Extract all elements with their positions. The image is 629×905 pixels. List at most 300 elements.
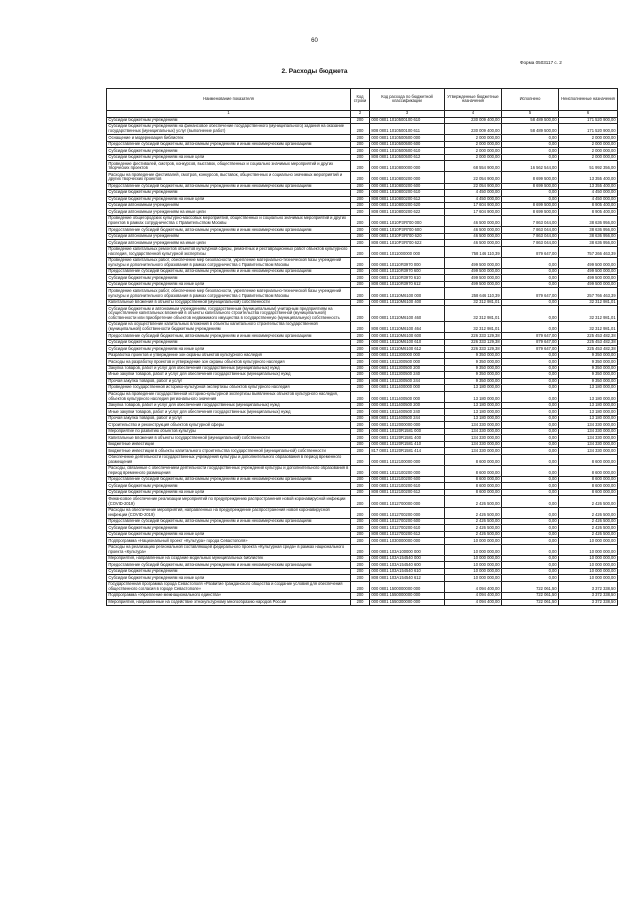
- indicator-name: Бюджетные инвестиции: [107, 441, 351, 447]
- budget-code: 808 0801 1010500500 612: [370, 154, 445, 160]
- executed-amount: 0,00: [502, 372, 559, 378]
- budget-code: 000 0801 1010500500 610: [370, 148, 445, 154]
- indicator-name: Проведение капитальных работ, обеспечение мер безопасности, укрепление материально-технической базы учреждений культуры и дополнительного образования в рамках сотрудничества с Правительством Москвы: [107, 288, 351, 299]
- executed-amount: 0,00: [502, 562, 559, 568]
- budget-code: 000 0801 1010Р3Я700 000: [370, 215, 445, 226]
- indicator-name: Предоставление субсидий бюджетным, автономным учреждениям и иным некоммерческим организациям: [107, 227, 351, 233]
- budget-code: 000 0801 1550000000 000: [370, 593, 445, 599]
- line-code: 200: [351, 422, 370, 428]
- indicator-name: Предоставление субсидий бюджетным, автономным учреждениям и иным некоммерческим организациям: [107, 183, 351, 189]
- executed-amount: 0,00: [502, 476, 559, 482]
- indicator-name: Государственная программа города Севастополя «Развитие гражданского общества и создание условий для обеспечения общественного согласия в городе Севастополе»: [107, 581, 351, 592]
- budget-code: 000 0801 1011300500 000: [370, 359, 445, 365]
- budget-code: 000 0801 1010800200 000: [370, 172, 445, 183]
- indicator-name: Субсидии бюджетным учреждениям: [107, 148, 351, 154]
- unexecuted-amount: 134 330 000,00: [559, 441, 618, 447]
- unexecuted-amount: 2 426 500,00: [559, 496, 618, 507]
- column-number: 4: [445, 110, 502, 117]
- indicator-name: Субсидии бюджетным учреждениям: [107, 525, 351, 531]
- executed-amount: 0,00: [502, 359, 559, 365]
- approved-amount: 32 312 981,01: [445, 299, 502, 305]
- line-code: 200: [351, 240, 370, 246]
- indicator-name: Субсидии автономным учреждениям на иные цели: [107, 240, 351, 246]
- budget-code: 000 0801 103А154540 610: [370, 568, 445, 574]
- budget-code: 000 0801 1012700200 610: [370, 525, 445, 531]
- indicator-name: Расходы на проведение фестивалей, смотров, конкурсов, выставок, общественных и социально значимых мероприятий и других творческих проектов: [107, 172, 351, 183]
- column-number: 5: [502, 110, 559, 117]
- line-code: 200: [351, 483, 370, 489]
- approved-amount: 8 600 000,00: [445, 465, 502, 476]
- line-code: 200: [351, 428, 370, 434]
- budget-code: 808 0801 1011400500 244: [370, 415, 445, 421]
- indicator-name: Субсидии бюджетным учреждениям на иные цели: [107, 531, 351, 537]
- approved-amount: 499 500 000,00: [445, 281, 502, 287]
- indicator-name: Субсидии на осуществление капитальных вложений в объекты капитального строительства государственной (муниципальной) собственности бюджетным учреждениям: [107, 322, 351, 333]
- executed-amount: 0,00: [502, 391, 559, 402]
- unexecuted-amount: 134 330 000,00: [559, 448, 618, 454]
- executed-amount: 0,00: [502, 402, 559, 408]
- line-code: 200: [351, 275, 370, 281]
- unexecuted-amount: 9 350 000,00: [559, 365, 618, 371]
- unexecuted-amount: 9 350 000,00: [559, 359, 618, 365]
- table-row: [107, 240, 618, 246]
- indicator-name: Подпрограмма «Национальный проект «Культура» города Севастополя»: [107, 538, 351, 544]
- indicator-name: Субсидии бюджетным учреждениям на иные цели: [107, 346, 351, 352]
- approved-amount: 2 000 000,00: [445, 135, 502, 141]
- header-line-code: Код строки: [351, 89, 370, 111]
- unexecuted-amount: 10 000 000,00: [559, 538, 618, 544]
- table-row: [107, 593, 618, 599]
- budget-code: 000 0801 1012100200 600: [370, 476, 445, 482]
- executed-amount: 0,00: [502, 465, 559, 476]
- indicator-name: Расходы, связанные с обеспечением деятельности государственных учреждений культуры и дополнительного образования в период временного размещения: [107, 465, 351, 476]
- budget-code: 000 0801 1011400500 200: [370, 402, 445, 408]
- budget-code: 808 0801 1010800200 622: [370, 209, 445, 215]
- indicator-name: Предоставление субсидий бюджетным, автономным учреждениям и иным некоммерческим организациям: [107, 141, 351, 147]
- executed-amount: 7 863 044,00: [502, 227, 559, 233]
- budget-code: 000 0801 103А154540 000: [370, 555, 445, 561]
- indicator-name: Расходы на реализацию региональной составляющей федерального проекта «Культурная среда» в рамках национального проекта «Культура»: [107, 544, 351, 555]
- executed-amount: 0,00: [502, 299, 559, 305]
- unexecuted-amount: 8 905 400,00: [559, 209, 618, 215]
- executed-amount: 0,00: [502, 441, 559, 447]
- line-code: 200: [351, 465, 370, 476]
- executed-amount: 8 699 500,00: [502, 203, 559, 209]
- approved-amount: 230 009 400,00: [445, 124, 502, 135]
- line-code: 200: [351, 378, 370, 384]
- table-row: [107, 391, 618, 402]
- executed-amount: 16 562 544,00: [502, 161, 559, 172]
- table-row: [107, 257, 618, 268]
- budget-code: 808 0801 1010800200 612: [370, 196, 445, 202]
- approved-amount: 499 500 000,00: [445, 275, 502, 281]
- executed-amount: 879 647,00: [502, 346, 559, 352]
- indicator-name: Предоставление субсидий бюджетным, автономным учреждениям и иным некоммерческим организациям: [107, 268, 351, 274]
- indicator-name: Капитальные вложения в объекты государственной (муниципальной) собственности: [107, 299, 351, 305]
- approved-amount: 9 350 000,00: [445, 365, 502, 371]
- line-code: 200: [351, 346, 370, 352]
- approved-amount: 4 094 400,00: [445, 599, 502, 605]
- executed-amount: 0,00: [502, 257, 559, 268]
- indicator-name: Субсидии бюджетным учреждениям на иные цели: [107, 154, 351, 160]
- table-row: [107, 227, 618, 233]
- unexecuted-amount: 2 000 000,00: [559, 135, 618, 141]
- unexecuted-amount: 13 180 000,00: [559, 409, 618, 415]
- executed-amount: 0,00: [502, 141, 559, 147]
- indicator-name: Бюджетные инвестиции в объекты капитального строительства государственной (муниципальной) собственности: [107, 448, 351, 454]
- executed-amount: 0,00: [502, 275, 559, 281]
- line-code: 200: [351, 538, 370, 544]
- approved-amount: 9 350 000,00: [445, 352, 502, 358]
- approved-amount: 258 646 110,39: [445, 288, 502, 299]
- unexecuted-amount: 2 426 500,00: [559, 507, 618, 518]
- approved-amount: 8 600 000,00: [445, 489, 502, 495]
- budget-code: 000 0801 1012700200 600: [370, 518, 445, 524]
- unexecuted-amount: 10 000 000,00: [559, 544, 618, 555]
- budget-code: 000 0801 1012100000 000: [370, 454, 445, 465]
- unexecuted-amount: 13 180 000,00: [559, 391, 618, 402]
- line-code: 200: [351, 359, 370, 365]
- unexecuted-amount: 10 000 000,00: [559, 568, 618, 574]
- approved-amount: 32 312 981,01: [445, 306, 502, 322]
- budget-code: 808 0801 10110М6100 464: [370, 322, 445, 333]
- header-budget-code: Код расхода по бюджетной классификации: [370, 89, 445, 111]
- column-number: 6: [559, 110, 618, 117]
- unexecuted-amount: 4 450 000,00: [559, 190, 618, 196]
- line-code: 200: [351, 496, 370, 507]
- budget-code: 000 0801 1550300000 000: [370, 599, 445, 605]
- line-code: 200: [351, 246, 370, 257]
- unexecuted-amount: 2 426 500,00: [559, 525, 618, 531]
- line-code: 200: [351, 454, 370, 465]
- indicator-name: Иные закупки товаров, работ и услуг для обеспечения государственных (муниципальных) нужд: [107, 409, 351, 415]
- executed-amount: 0,00: [502, 415, 559, 421]
- unexecuted-amount: 13 355 400,00: [559, 172, 618, 183]
- indicator-name: Субсидии бюджетным и автономным учреждениям, государственным (муниципальным) унитарным предприятиям на осуществление капитальных вложений в объекты капитального строительства государственной (муниципальной) собственности или приобретение объектов недвижимого имущества в государственную (муниципальную) собственность: [107, 306, 351, 322]
- approved-amount: 68 554 900,00: [445, 161, 502, 172]
- unexecuted-amount: 13 180 000,00: [559, 385, 618, 391]
- budget-code: 000 0801 10110М6100 460: [370, 306, 445, 322]
- line-code: 200: [351, 124, 370, 135]
- indicator-name: Субсидии бюджетным учреждениям: [107, 339, 351, 345]
- line-code: 200: [351, 161, 370, 172]
- indicator-name: Субсидии бюджетным учреждениям на иные цели: [107, 196, 351, 202]
- unexecuted-amount: 9 350 000,00: [559, 378, 618, 384]
- budget-code: 000 0801 1012100200 000: [370, 465, 445, 476]
- approved-amount: 10 000 000,00: [445, 544, 502, 555]
- executed-amount: 879 647,00: [502, 288, 559, 299]
- indicator-name: Предоставление субсидий бюджетным, автономным учреждениям и иным некоммерческим организациям: [107, 518, 351, 524]
- executed-amount: 0,00: [502, 196, 559, 202]
- approved-amount: 2 000 000,00: [445, 148, 502, 154]
- executed-amount: 0,00: [502, 496, 559, 507]
- executed-amount: 8 699 500,00: [502, 183, 559, 189]
- executed-amount: 0,00: [502, 190, 559, 196]
- executed-amount: 0,00: [502, 483, 559, 489]
- indicator-name: Капитальные вложения в объекты государственной (муниципальной) собственности: [107, 435, 351, 441]
- executed-amount: 0,00: [502, 538, 559, 544]
- line-code: 200: [351, 544, 370, 555]
- line-code: 200: [351, 581, 370, 592]
- line-code: 200: [351, 333, 370, 339]
- indicator-name: Финансовое обеспечение реализации мероприятий по предупреждению распространения новой коронавирусной инфекции (COVID-2019): [107, 496, 351, 507]
- line-code: 200: [351, 196, 370, 202]
- unexecuted-amount: 2 000 000,00: [559, 148, 618, 154]
- table-row: [107, 322, 618, 333]
- line-code: 200: [351, 593, 370, 599]
- line-code: 200: [351, 599, 370, 605]
- budget-code: 000 0801 1011300500 200: [370, 365, 445, 371]
- budget-code: 000 0801 1012100200 610: [370, 483, 445, 489]
- executed-amount: 0,00: [502, 568, 559, 574]
- executed-amount: 7 863 044,00: [502, 233, 559, 239]
- line-code: 200: [351, 299, 370, 305]
- budget-code: 000 0801 1011400500 000: [370, 391, 445, 402]
- line-code: 200: [351, 562, 370, 568]
- approved-amount: 134 330 000,00: [445, 422, 502, 428]
- table-row: [107, 544, 618, 555]
- table-row: [107, 346, 618, 352]
- executed-amount: 0,00: [502, 518, 559, 524]
- indicator-name: Субсидии автономным учреждениям на иные цели: [107, 209, 351, 215]
- approved-amount: 499 500 000,00: [445, 268, 502, 274]
- indicator-name: Предоставление субсидий бюджетным, автономным учреждениям и иным некоммерческим организациям: [107, 476, 351, 482]
- unexecuted-amount: 9 350 000,00: [559, 372, 618, 378]
- approved-amount: 226 333 129,38: [445, 333, 502, 339]
- approved-amount: 8 600 000,00: [445, 454, 502, 465]
- indicator-name: Субсидии автономным учреждениям: [107, 203, 351, 209]
- budget-code: 000 0801 1011300500 240: [370, 372, 445, 378]
- budget-code: 000 0801 10110Я3970 000: [370, 257, 445, 268]
- approved-amount: 13 180 000,00: [445, 415, 502, 421]
- line-code: 200: [351, 507, 370, 518]
- unexecuted-amount: 225 453 482,38: [559, 339, 618, 345]
- line-code: 200: [351, 448, 370, 454]
- executed-amount: 0,00: [502, 435, 559, 441]
- budget-code: 000 0801 10110Я3970 600: [370, 268, 445, 274]
- line-code: 200: [351, 372, 370, 378]
- header-approved: Утвержденные бюджетные назначения: [445, 89, 502, 111]
- budget-code: 000 0801 103А100000 000: [370, 544, 445, 555]
- line-code: 200: [351, 525, 370, 531]
- indicator-name: Проведение общегородских культурно-массовых мероприятий, общественных и социально значимых мероприятий и других проектов в рамках сотрудничества с Правительством Москвы: [107, 215, 351, 226]
- approved-amount: 17 604 900,00: [445, 203, 502, 209]
- approved-amount: 2 426 500,00: [445, 525, 502, 531]
- unexecuted-amount: 8 600 000,00: [559, 465, 618, 476]
- unexecuted-amount: 2 000 000,00: [559, 154, 618, 160]
- line-code: 200: [351, 190, 370, 196]
- approved-amount: 2 000 000,00: [445, 141, 502, 147]
- line-code: 200: [351, 209, 370, 215]
- executed-amount: 0,00: [502, 428, 559, 434]
- approved-amount: 10 000 000,00: [445, 538, 502, 544]
- table-row: [107, 288, 618, 299]
- approved-amount: 13 180 000,00: [445, 385, 502, 391]
- approved-amount: 2 426 500,00: [445, 496, 502, 507]
- budget-code: 000 0801 1500000000 000: [370, 581, 445, 592]
- unexecuted-amount: 13 180 000,00: [559, 415, 618, 421]
- unexecuted-amount: 499 500 000,00: [559, 281, 618, 287]
- column-number: 3: [370, 110, 445, 117]
- executed-amount: 722 061,50: [502, 581, 559, 592]
- unexecuted-amount: 8 600 000,00: [559, 454, 618, 465]
- unexecuted-amount: 13 180 000,00: [559, 402, 618, 408]
- unexecuted-amount: 9 350 000,00: [559, 352, 618, 358]
- executed-amount: 0,00: [502, 154, 559, 160]
- budget-code: 000 0801 103А154540 600: [370, 562, 445, 568]
- budget-code: 000 0801 1012000000 000: [370, 422, 445, 428]
- executed-amount: 0,00: [502, 148, 559, 154]
- approved-amount: 10 000 000,00: [445, 555, 502, 561]
- unexecuted-amount: 2 426 500,00: [559, 531, 618, 537]
- executed-amount: 0,00: [502, 544, 559, 555]
- header-unexecuted: Неисполненные назначения: [559, 89, 618, 111]
- table-row: [107, 161, 618, 172]
- budget-code: 000 0801 1011400500 240: [370, 409, 445, 415]
- budget-code: 000 0801 1011400000 000: [370, 385, 445, 391]
- approved-amount: 499 500 000,00: [445, 257, 502, 268]
- unexecuted-amount: 257 766 463,39: [559, 288, 618, 299]
- line-code: 200: [351, 352, 370, 358]
- budget-code: 000 0801 1012700200 000: [370, 507, 445, 518]
- indicator-name: Иные закупки товаров, работ и услуг для обеспечения государственных (муниципальных) нужд: [107, 372, 351, 378]
- executed-amount: 58 489 500,00: [502, 124, 559, 135]
- table-row: [107, 183, 618, 189]
- unexecuted-amount: 171 520 900,00: [559, 124, 618, 135]
- approved-amount: 8 600 000,00: [445, 483, 502, 489]
- executed-amount: 0,00: [502, 135, 559, 141]
- form-code: Форма 0503117 с. 2: [520, 60, 562, 65]
- table-body: [107, 117, 618, 605]
- budget-code: 000 0801 1010500500 000: [370, 135, 445, 141]
- budget-code: 808 0801 1010500100 611: [370, 124, 445, 135]
- unexecuted-amount: 8 905 400,00: [559, 203, 618, 209]
- indicator-name: Мероприятия, направленные на создание модельных муниципальных библиотек: [107, 555, 351, 561]
- executed-amount: 0,00: [502, 448, 559, 454]
- executed-amount: 58 489 500,00: [502, 117, 559, 123]
- line-code: 200: [351, 117, 370, 123]
- indicator-name: Проведение государственной историко-культурной экспертизы объектов культурного наследия: [107, 385, 351, 391]
- executed-amount: 0,00: [502, 385, 559, 391]
- line-code: 200: [351, 306, 370, 322]
- header-name: Наименование показателя: [107, 89, 351, 111]
- line-code: 200: [351, 288, 370, 299]
- table-row: [107, 172, 618, 183]
- budget-code: 000 0801 10120R1581 000: [370, 428, 445, 434]
- line-code: 200: [351, 215, 370, 226]
- table-row: [107, 465, 618, 476]
- indicator-name: Субсидии бюджетным учреждениям: [107, 568, 351, 574]
- budget-code: 000 0801 1010Р3Я700 600: [370, 227, 445, 233]
- expenses-table: [106, 88, 618, 606]
- unexecuted-amount: 3 372 338,50: [559, 593, 618, 599]
- executed-amount: 0,00: [502, 322, 559, 333]
- line-code: 200: [351, 141, 370, 147]
- approved-amount: 46 500 000,00: [445, 233, 502, 239]
- executed-amount: 0,00: [502, 352, 559, 358]
- unexecuted-amount: 499 500 000,00: [559, 275, 618, 281]
- executed-amount: 0,00: [502, 531, 559, 537]
- indicator-name: Закупка товаров, работ и услуг для обеспечения государственных (муниципальных) нужд: [107, 365, 351, 371]
- indicator-name: Подпрограмма «Укрепление межнационального единства»: [107, 593, 351, 599]
- line-code: 200: [351, 339, 370, 345]
- table-row: [107, 581, 618, 592]
- table-row: [107, 507, 618, 518]
- unexecuted-amount: 499 500 000,00: [559, 268, 618, 274]
- unexecuted-amount: 38 636 956,00: [559, 215, 618, 226]
- line-code: 200: [351, 476, 370, 482]
- unexecuted-amount: 134 330 000,00: [559, 428, 618, 434]
- budget-code: 808 0801 10110Я3970 612: [370, 281, 445, 287]
- unexecuted-amount: 38 636 956,00: [559, 240, 618, 246]
- line-code: 200: [351, 385, 370, 391]
- executed-amount: 0,00: [502, 409, 559, 415]
- indicator-name: Субсидии бюджетным учреждениям на иные цели: [107, 575, 351, 581]
- line-code: 200: [351, 322, 370, 333]
- approved-amount: 2 426 500,00: [445, 531, 502, 537]
- page-number: 60: [311, 38, 318, 44]
- executed-amount: 7 863 044,00: [502, 240, 559, 246]
- indicator-name: Субсидии бюджетным учреждениям: [107, 275, 351, 281]
- budget-code: 000 0801 10120R1581 400: [370, 435, 445, 441]
- budget-code: 808 0801 103А154540 612: [370, 575, 445, 581]
- indicator-name: Расходы на обеспечение мероприятий, направленных на предупреждение распространения новой коронавирусной инфекции (COVID-2019): [107, 507, 351, 518]
- table-row: [107, 209, 618, 215]
- unexecuted-amount: 38 636 956,00: [559, 227, 618, 233]
- line-code: 200: [351, 281, 370, 287]
- table-row: [107, 454, 618, 465]
- approved-amount: 2 426 500,00: [445, 507, 502, 518]
- line-code: 200: [351, 203, 370, 209]
- approved-amount: 10 000 000,00: [445, 575, 502, 581]
- unexecuted-amount: 32 312 981,01: [559, 299, 618, 305]
- indicator-name: Проведение капитальных работ, обеспечение мер безопасности, укрепление материально-технической базы учреждений культуры и дополнительного образования в рамках сотрудничества с Правительством Москвы: [107, 257, 351, 268]
- approved-amount: 22 054 900,00: [445, 183, 502, 189]
- line-code: 200: [351, 154, 370, 160]
- line-code: 200: [351, 183, 370, 189]
- indicator-name: Субсидии автономным учреждениям: [107, 233, 351, 239]
- unexecuted-amount: 499 500 000,00: [559, 257, 618, 268]
- table-row: [107, 599, 618, 605]
- executed-amount: 0,00: [502, 422, 559, 428]
- indicator-name: Разработка проектов и утверждение зон охраны объектов культурного наследия: [107, 352, 351, 358]
- header-executed: Исполнено: [502, 89, 559, 111]
- unexecuted-amount: 134 330 000,00: [559, 435, 618, 441]
- unexecuted-amount: 757 266 463,39: [559, 246, 618, 257]
- approved-amount: 46 500 000,00: [445, 215, 502, 226]
- line-code: 200: [351, 148, 370, 154]
- executed-amount: 722 061,50: [502, 593, 559, 599]
- executed-amount: 0,00: [502, 365, 559, 371]
- document-title: 2. Расходы бюджета: [281, 68, 348, 75]
- approved-amount: 226 333 129,38: [445, 339, 502, 345]
- unexecuted-amount: 4 450 000,00: [559, 196, 618, 202]
- indicator-name: Прочая закупка товаров, работ и услуг: [107, 415, 351, 421]
- approved-amount: 10 000 000,00: [445, 568, 502, 574]
- unexecuted-amount: 32 312 981,01: [559, 322, 618, 333]
- line-code: 200: [351, 402, 370, 408]
- budget-code: 000 0801 1010Р3Я700 620: [370, 233, 445, 239]
- approved-amount: 17 604 900,00: [445, 209, 502, 215]
- executed-amount: 879 647,00: [502, 339, 559, 345]
- budget-code: 000 0801 1012700000 000: [370, 496, 445, 507]
- executed-amount: 8 699 500,00: [502, 209, 559, 215]
- budget-code: 000 0801 1010500500 600: [370, 141, 445, 147]
- indicator-name: Строительство и реконструкция объектов культурной сферы: [107, 422, 351, 428]
- executed-amount: 7 863 044,00: [502, 215, 559, 226]
- budget-code: 000 0801 10110М6100 400: [370, 299, 445, 305]
- approved-amount: 13 180 000,00: [445, 391, 502, 402]
